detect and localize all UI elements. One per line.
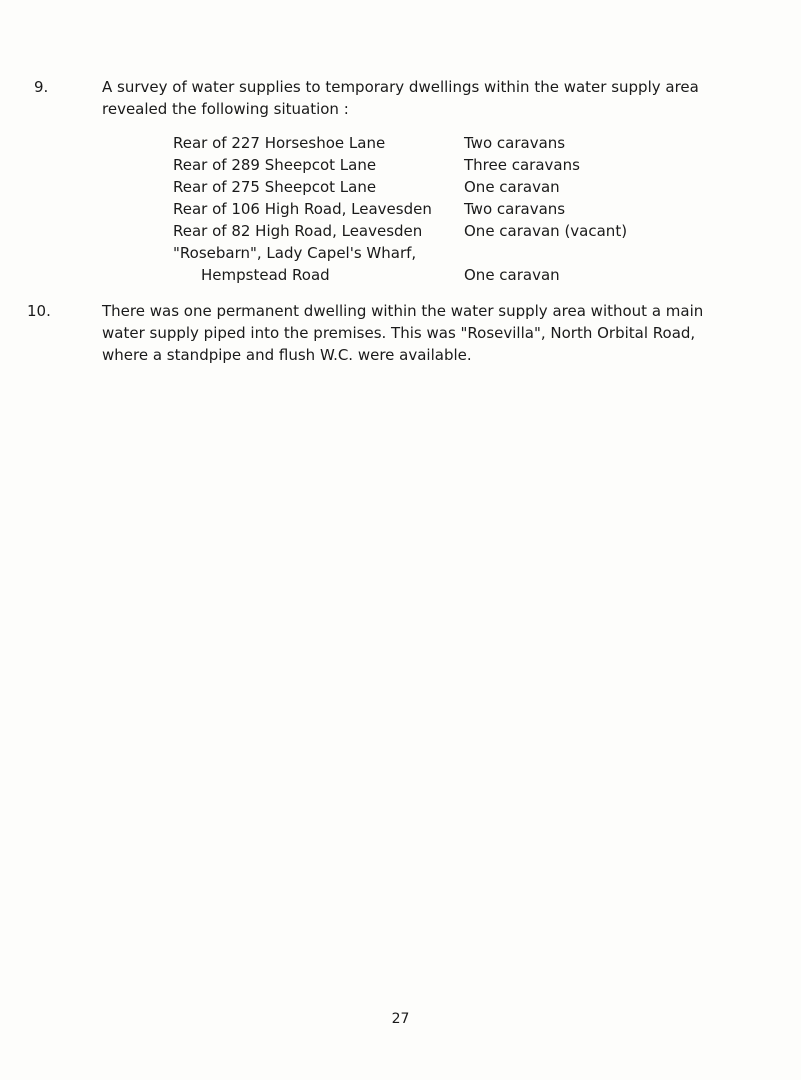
page-number: 27 <box>391 1011 410 1027</box>
dwelling-location: Rear of 82 High Road, Leavesden <box>173 222 423 240</box>
dwelling-location: Rear of 227 Horseshoe Lane <box>173 134 386 152</box>
dwelling-caravans: One caravan <box>464 266 560 284</box>
dwelling-caravans: Three caravans <box>464 156 580 174</box>
dwelling-location: Rear of 106 High Road, Leavesden <box>173 200 432 218</box>
dwelling-location-continued: Hempstead Road <box>201 266 330 284</box>
paragraph-10-text: There was one permanent dwelling within the water supply area without a main water supply piped into the premises. This was "Rosevilla", North Orbital Road, where a standpipe and flush W.C. were available. <box>102 302 704 364</box>
paragraph-9-number: 9. <box>34 78 49 96</box>
dwelling-location: "Rosebarn", Lady Capel's Wharf, <box>173 244 417 262</box>
dwelling-row <box>0 198 801 220</box>
dwelling-location: Rear of 275 Sheepcot Lane <box>173 178 377 196</box>
paragraph-9-text: A survey of water supplies to temporary dwellings within the water supply area revealed the following situation : <box>102 78 699 118</box>
paragraph-10-number: 10. <box>27 302 51 320</box>
dwelling-caravans: Two caravans <box>464 200 566 218</box>
dwelling-row <box>0 154 801 176</box>
dwelling-caravans: Two caravans <box>464 134 566 152</box>
dwelling-location: Rear of 289 Sheepcot Lane <box>173 156 377 174</box>
dwelling-caravans: One caravan <box>464 178 560 196</box>
dwelling-caravans: One caravan (vacant) <box>464 222 628 240</box>
dwelling-row <box>0 242 801 286</box>
dwelling-row <box>0 132 801 154</box>
dwelling-row <box>0 220 801 242</box>
dwelling-row <box>0 176 801 198</box>
